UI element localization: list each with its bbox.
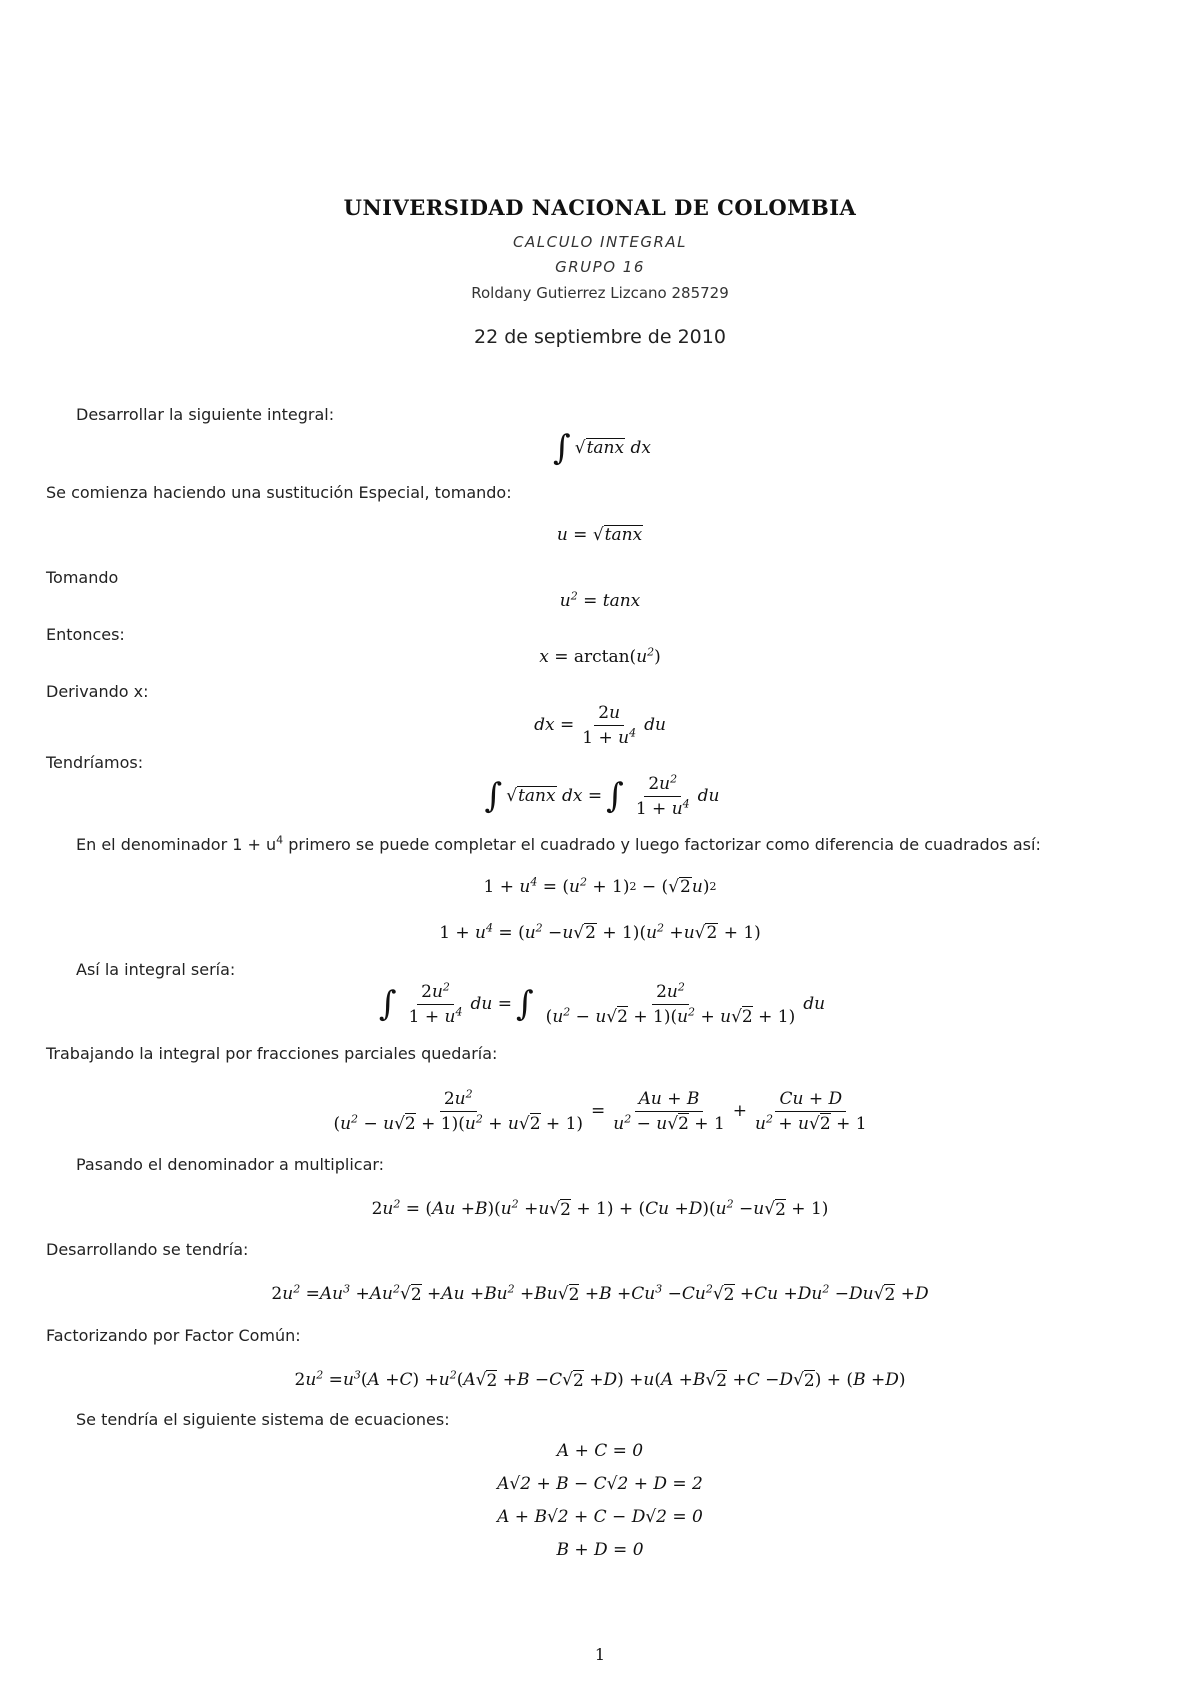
equation-multiplied: 2 $u^2$ = ( Au + B )( $u^2$ + u √ 2 + 1) + ( Cu + D )( $u^2$ − u √ 2 + 1) <box>371 1197 829 1220</box>
integral-would-be-text: Así la integral sería: <box>76 960 236 979</box>
system-equation-2: A√2 + B − C√2 + D = 2 <box>497 1474 703 1494</box>
equation-integral: ∫ √ tanx dx <box>553 428 651 468</box>
author-line: Roldany Gutierrez Lizcano 285729 <box>471 284 729 302</box>
equation-factorization: 1 + $u^4$ = ( $u^2$ − u √ 2 + 1)( $u^2$ + u √ 2 + 1) <box>439 921 761 944</box>
document-date: 22 de septiembre de 2010 <box>474 326 726 348</box>
then-text: Entonces: <box>46 625 125 644</box>
denominator-text: En el denominador $1 + u^4$ primero se puede completar el cuadrado y luego factorizar como diferencia de cuadrados así: <box>76 833 1041 854</box>
university-title: UNIVERSIDAD NACIONAL DE COLOMBIA <box>343 195 857 220</box>
substitution-text: Se comienza haciendo una sustitución Especial, tomando: <box>46 483 512 502</box>
equation-dx: dx = $\frac{2u}{1 + u^4}$ du <box>534 702 666 748</box>
system-equation-3: A + B√2 + C − D√2 = 0 <box>497 1507 703 1527</box>
derive-text: Derivando x: <box>46 682 149 701</box>
equation-u-squared: $u^2$ = tanx <box>559 589 641 611</box>
equation-expanded: 2 $u^2$ = Au$^3$ + Au$^2$ √ 2 + Au + Bu$^2$ + Bu √ 2 + B + Cu$^3$ − Cu$^2$ √ 2 + Cu + Du$^2$ − Du √ 2 + D <box>271 1282 929 1305</box>
taking-text: Tomando <box>46 568 119 587</box>
equation-partial-fractions: $\frac{2u^2}{(u^2 - u√2 + 1)(u^2 + u√2 + 1)}$ = $\frac{Au + B}{u^2 - u√2 + 1}$ + $\frac{Cu + D}{u^2 + u√2 + 1}$ <box>333 1086 867 1134</box>
group-label: GRUPO 16 <box>555 258 645 276</box>
equation-x-arctan: x = arctan( $u^2$ ) <box>539 645 661 667</box>
page-number: 1 <box>594 1645 606 1664</box>
system-text: Se tendría el siguiente sistema de ecuaciones: <box>76 1410 450 1429</box>
system-equation-1: A + C = 0 <box>556 1441 644 1461</box>
equation-common-factor: 2 $u^2$ = $u^3$ ( A + C ) + $u^2$ ( A √ 2 + B − C √ 2 + D ) + u ( A + B √ 2 + C − D √ 2 ) + ( B + D ) <box>294 1368 906 1391</box>
equation-integral-substituted: ∫ √ tanx dx = ∫ $\frac{2u^2}{1 + u^4}$ du <box>484 771 720 819</box>
would-have-text: Tendríamos: <box>46 753 144 772</box>
developing-text: Desarrollando se tendría: <box>46 1240 249 1259</box>
system-equation-4: B + D = 0 <box>556 1540 644 1560</box>
course-name: CALCULO INTEGRAL <box>513 233 687 251</box>
partial-fractions-text: Trabajando la integral por fracciones parciales quedaría: <box>46 1044 498 1063</box>
intro-text: Desarrollar la siguiente integral: <box>76 405 335 424</box>
common-factor-text: Factorizando por Factor Común: <box>46 1326 301 1345</box>
multiply-text: Pasando el denominador a multiplicar: <box>76 1155 385 1174</box>
equation-complete-square: 1 + $u^4$ = ( $u^2$ + 1) 2 − ( √ 2 u ) 2 <box>483 875 717 898</box>
equation-u-def: u = √ tanx <box>556 524 643 546</box>
equation-integral-factored: ∫ $\frac{2u^2}{1 + u^4}$ du = ∫ $\frac{2u^2}{(u^2 - u√2 + 1)(u^2 + u√2 + 1)}$ du <box>378 979 826 1027</box>
